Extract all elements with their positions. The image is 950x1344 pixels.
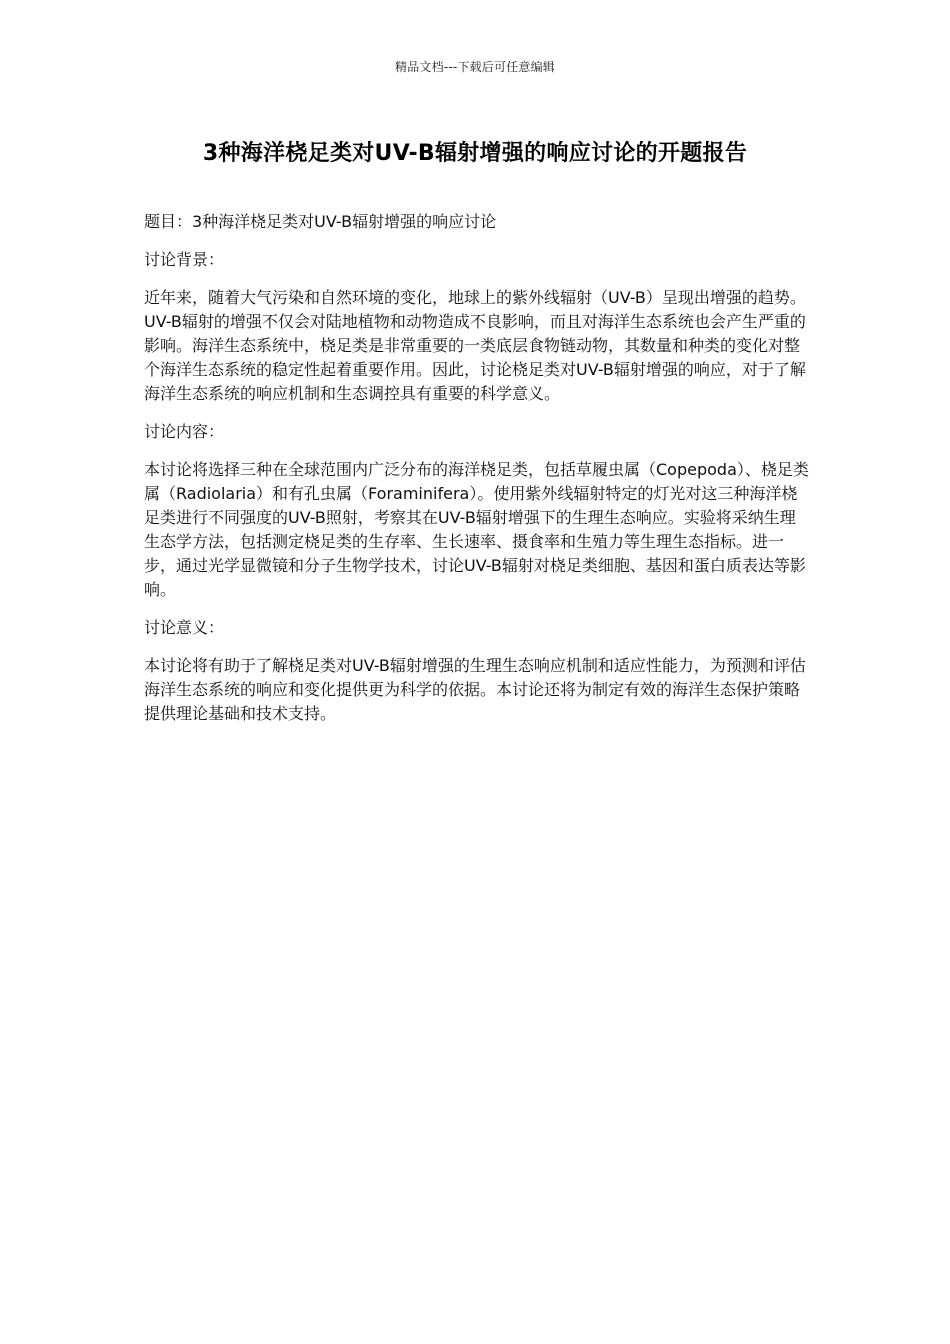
topic-line: 题目：3种海洋桡足类对UV-B辐射增强的响应讨论 bbox=[144, 212, 497, 231]
document-body bbox=[144, 210, 810, 740]
section-body-content: 本讨论将选择三种在全球范围内广泛分布的海洋桡足类，包括草履虫属（Copepoda）、桡足类属（Radiolaria）和有孔虫属（Foraminifera）。使用紫外线辐射特定的灯光对这三种海洋桡足类进行不同强度的UV-B照射，考察其在UV-B辐射增强下的生理生态响应。实验将采纳生理生态学方法，包括测定桡足类的生存率、生长速率、摄食率和生殖力等生理生态指标。进一步，通过光学显微镜和分子生物学技术，讨论UV-B辐射对桡足类细胞、基因和蛋白质表达等影响。 bbox=[144, 460, 809, 599]
section-heading-significance: 讨论意义： bbox=[144, 618, 225, 637]
section-body-significance: 本讨论将有助于了解桡足类对UV-B辐射增强的生理生态响应机制和适应性能力，为预测和评估海洋生态系统的响应和变化提供更为科学的依据。本讨论还将为制定有效的海洋生态保护策略提供理论基础和技术支持。 bbox=[144, 656, 806, 723]
section-heading-content: 讨论内容： bbox=[144, 422, 225, 441]
page-header: 精品文档---下载后可任意编辑 bbox=[395, 60, 555, 74]
document-title: 3种海洋桡足类对UV-B辐射增强的响应讨论的开题报告 bbox=[202, 141, 748, 166]
section-body-background: 近年来，随着大气污染和自然环境的变化，地球上的紫外线辐射（UV-B）呈现出增强的趋势。UV-B辐射的增强不仅会对陆地植物和动物造成不良影响，而且对海洋生态系统也会产生严重的影响。海洋生态系统中，桡足类是非常重要的一类底层食物链动物，其数量和种类的变化对整个海洋生态系统的稳定性起着重要作用。因此，讨论桡足类对UV-B辐射增强的响应，对于了解海洋生态系统的响应机制和生态调控具有重要的科学意义。 bbox=[144, 288, 806, 403]
section-heading-background: 讨论背景： bbox=[144, 250, 225, 269]
